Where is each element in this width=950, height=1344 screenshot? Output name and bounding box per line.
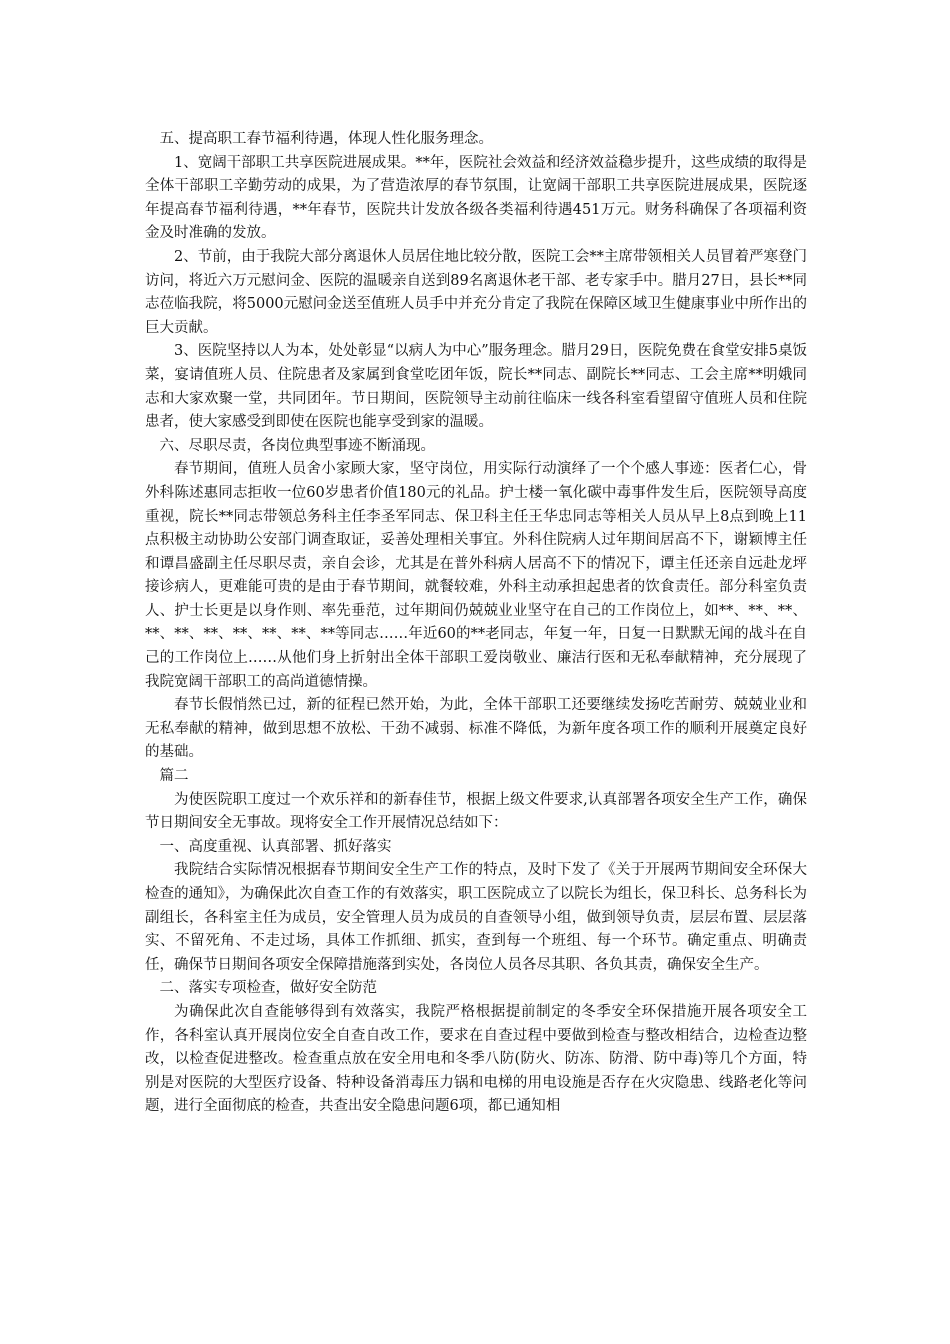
paragraph-welfare-2: 2、节前，由于我院大部分离退休人员居住地比较分散，医院工会**主席带领相关人员冒着严寒登门访问，将近六万元慰问金、医院的温暖亲自送到89名离退休老干部、老专家手中。腊月27日，县长**同志莅临我院，将5000元慰问金送至值班人员手中并充分肯定了我院在保障区域卫生健康事业中所作出的巨大贡献。 (145, 248, 807, 336)
paragraph-closing: 春节长假悄然已过，新的征程已然开始，为此，全体干部职工还要继续发扬吃苦耐劳、兢兢业业和无私奉献的精神，做到思想不放松、干劲不减弱、标准不降低，为新年度各项工作的顺利开展奠定良好的基础。 (145, 697, 807, 761)
document-body (145, 128, 807, 1119)
section-heading-6: 六、尽职尽责，各岗位典型事迹不断涌现。 (159, 437, 435, 454)
paragraph-welfare-1: 1、宽阔干部职工共享医院进展成果。**年，医院社会效益和经济效益稳步提升，这些成绩的取得是全体干部职工辛勤劳动的成果，为了营造浓厚的春节氛围，让宽阔干部职工共享医院进展成果，医院逐年提高春节福利待遇，**年春节，医院共计发放各级各类福利待遇451万元。财务科确保了各项福利资金及时准确的发放。 (145, 154, 807, 242)
part-two-heading: 篇二 (159, 768, 189, 785)
section-heading-part-two-2: 二、落实专项检查，做好安全防范 (159, 980, 377, 997)
paragraph-deeds: 春节期间，值班人员舍小家顾大家，坚守岗位，用实际行动演绎了一个个感人事迹：医者仁心，骨外科陈述惠同志拒收一位60岁患者价值180元的礼品。护士楼一氧化碳中毒事件发生后，医院领导高度重视，院长**同志带领总务科主任李圣军同志、保卫科主任王华忠同志等相关人员从早上8点到晚上11点积极主动协助公安部门调查取证，妥善处理相关事宜。外科住院病人过年期间居高不下，谢颖博主任和谭昌盛副主任尽职尽责，亲自会诊，尤其是在普外科病人居高不下的情况下，谭主任还亲自远赴龙坪接诊病人，更难能可贵的是由于春节期间，就餐较难，外科主动承担起患者的饮食责任。部分科室负责人、护士长更是以身作则、率先垂范，过年期间仍兢兢业业坚守在自己的工作岗位上，如**、**、**、**、**、**、**、**、**、**等同志……年近60的**老同志，年复一年，日复一日默默无闻的战斗在自己的工作岗位上……从他们身上折射出全体干部职工爱岗敬业、廉洁行医和无私奉献精神，充分展现了我院宽阔干部职工的高尚道德情操。 (145, 461, 807, 690)
section-heading-part-two-1: 一、高度重视、认真部署、抓好落实 (159, 838, 392, 855)
paragraph-inspection: 为确保此次自查能够得到有效落实，我院严格根据提前制定的冬季安全环保措施开展各项安全工作，各科室认真开展岗位安全自查自改工作，要求在自查过程中要做到检查与整改相结合，边检查边整改，以检查促进整改。检查重点放在安全用电和冬季八防(防火、防冻、防滑、防中毒)等几个方面，特别是对医院的大型医疗设备、特种设备消毒压力锅和电梯的用电设施是否存在火灾隐患、线路老化等问题，进行全面彻底的检查，共查出安全隐患问题6项，都已通知相 (145, 1003, 807, 1115)
section-heading-5: 五、提高职工春节福利待遇，体现人性化服务理念。 (159, 131, 493, 147)
paragraph-part-two-intro: 为使医院职工度过一个欢乐祥和的新春佳节，根据上级文件要求,认真部署各项安全生产工作，确保节日期间安全无事故。现将安全工作开展情况总结如下： (145, 791, 807, 832)
paragraph-deployment: 我院结合实际情况根据春节期间安全生产工作的特点，及时下发了《关于开展两节期间安全环保大检查的通知》，为确保此次自查工作的有效落实，职工医院成立了以院长为组长，保卫科长、总务科长为副组长，各科室主任为成员，安全管理人员为成员的自查领导小组，做到领导负责，层层布置、层层落实、不留死角、不走过场，具体工作抓细、抓实，查到每一个班组、每一个环节。确定重点、明确责任，确保节日期间各项安全保障措施落到实处，各岗位人员各尽其职、各负其责，确保安全生产。 (145, 862, 807, 973)
paragraph-welfare-3: 3、医院坚持以人为本，处处彰显“以病人为中心”服务理念。腊月29日，医院免费在食堂安排5桌饭菜，宴请值班人员、住院患者及家属到食堂吃团年饭，院长**同志、副院长**同志、工会主席**明娥同志和大家欢聚一堂，共同团年。节日期间，医院领导主动前往临床一线各科室看望留守值班人员和住院患者，使大家感受到即使在医院也能享受到家的温暖。 (145, 343, 807, 431)
